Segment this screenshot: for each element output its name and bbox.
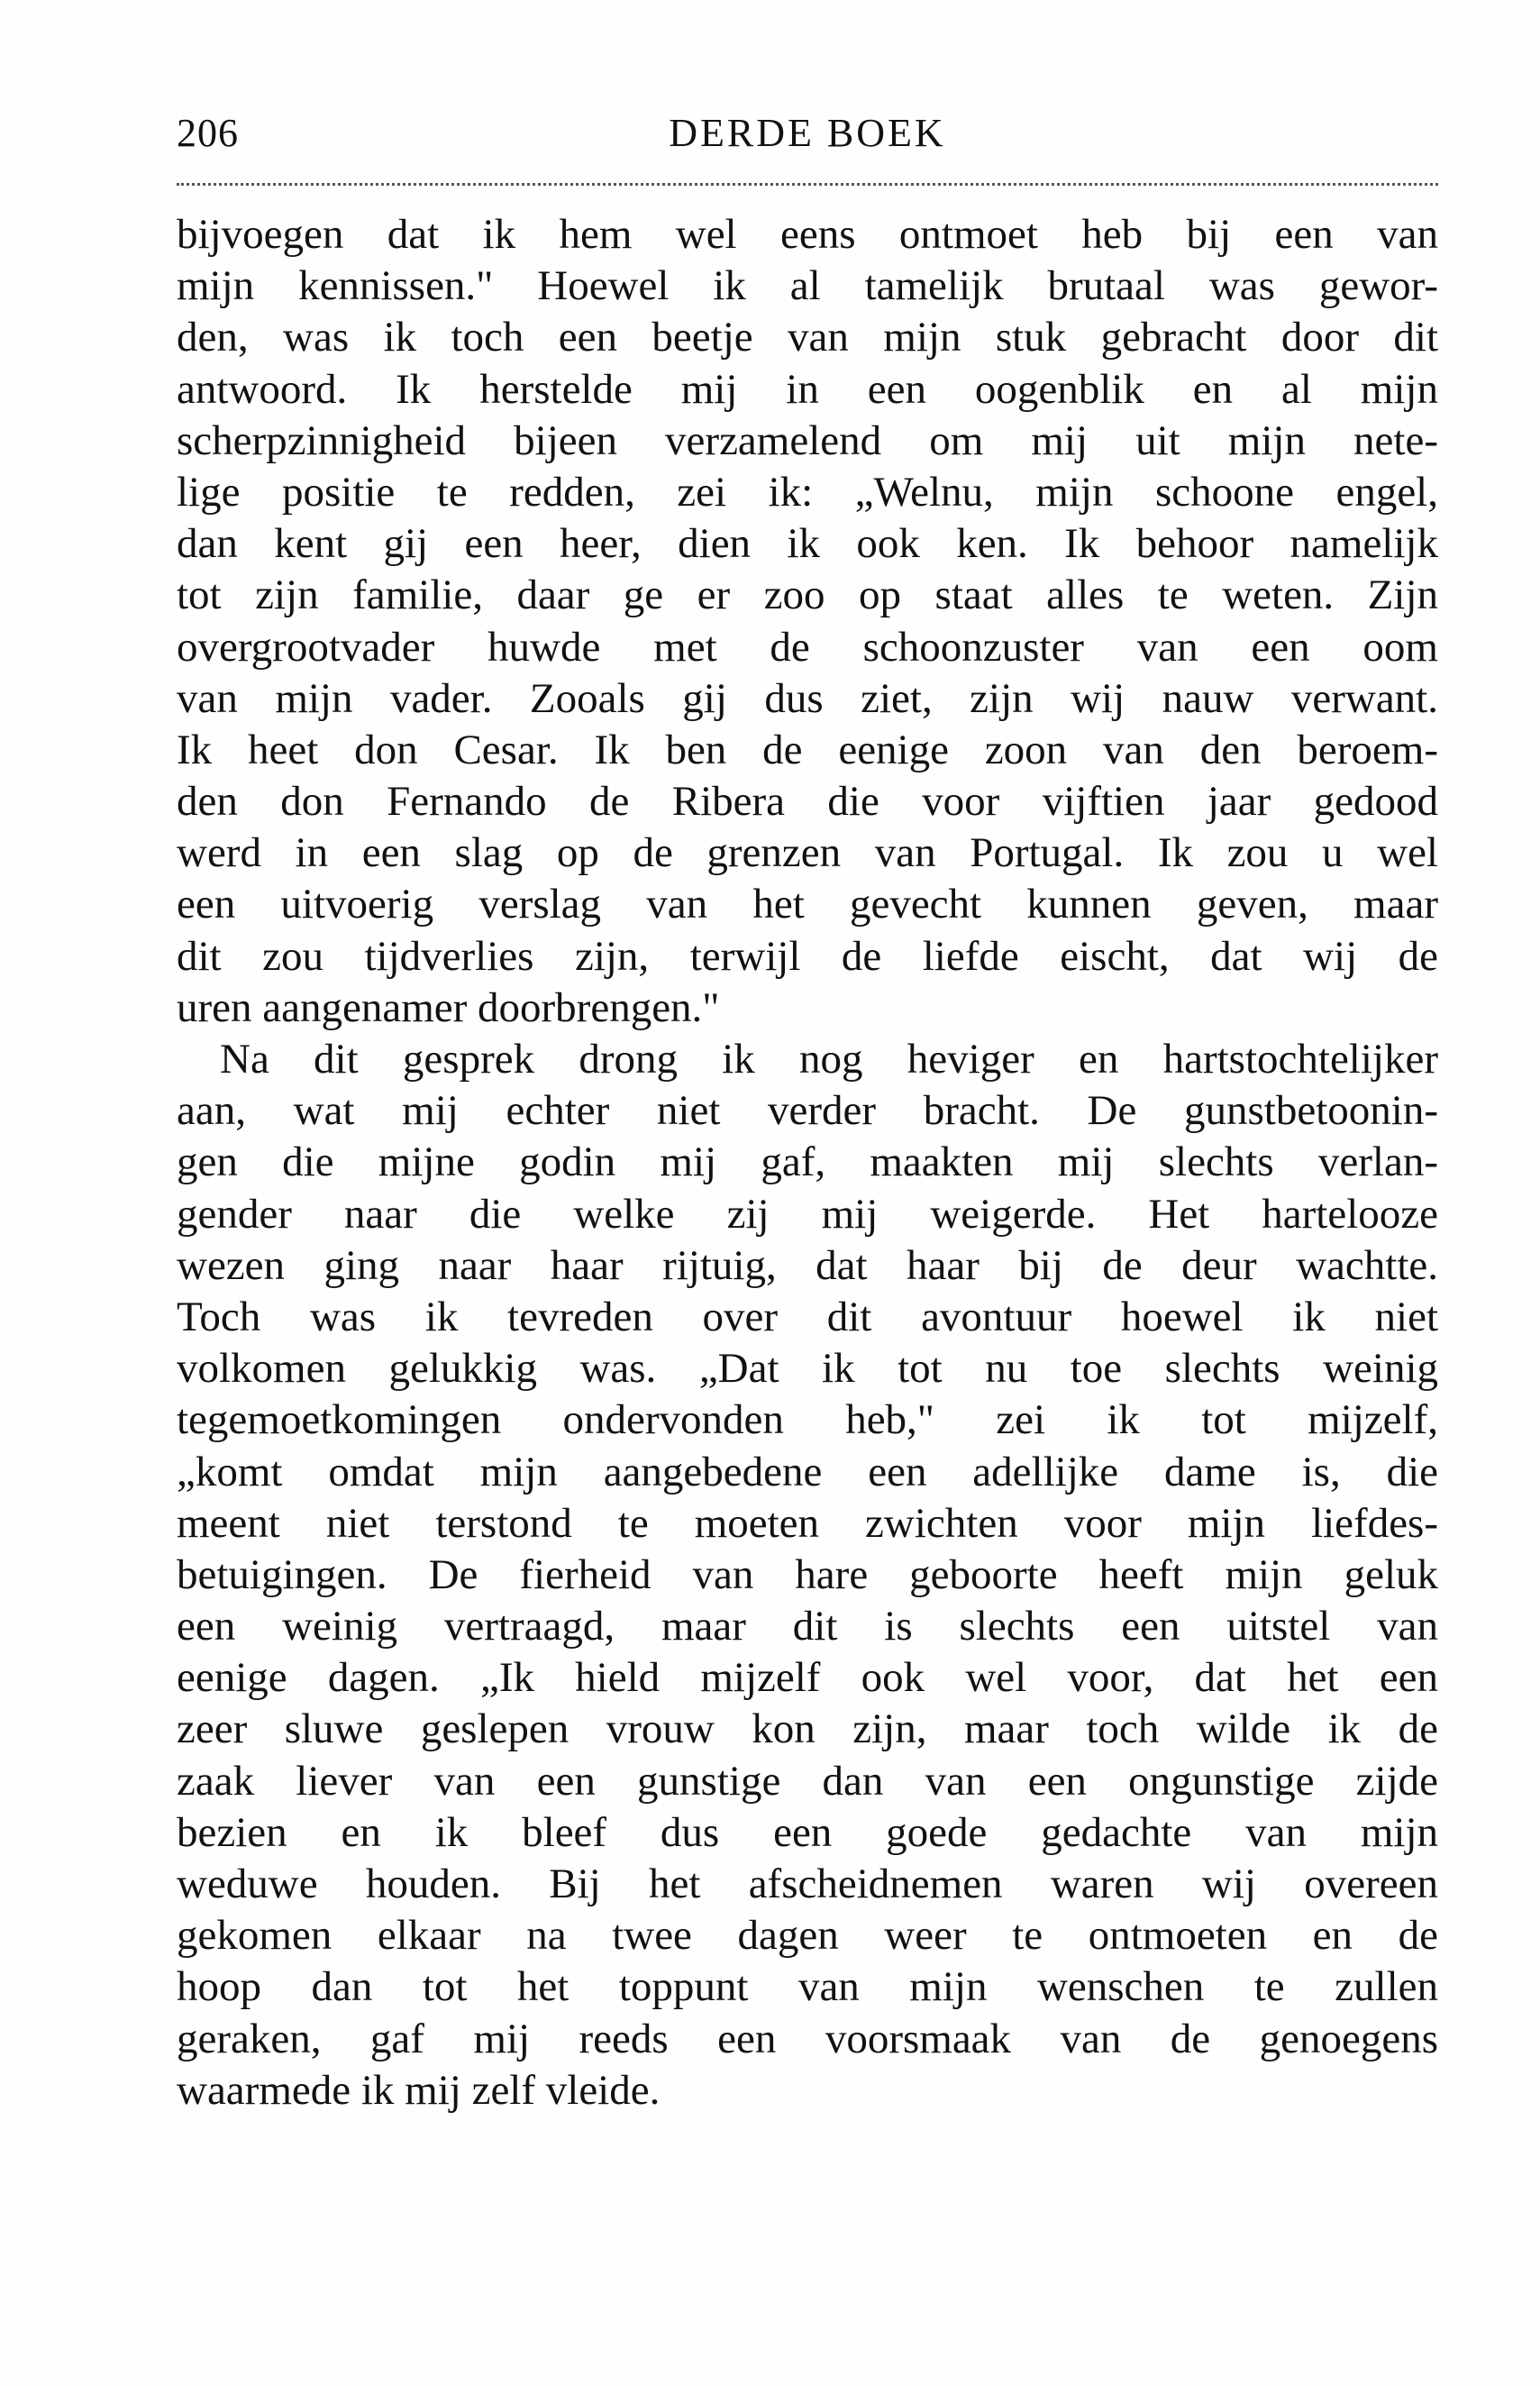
text-line: zeer sluwe geslepen vrouw kon zijn, maar toch wilde ik de	[177, 1705, 1438, 1753]
body-text	[177, 209, 1438, 2116]
text-line: Ik heet don Cesar. Ik ben de eenige zoon van den beroem-	[177, 726, 1438, 773]
page-header	[177, 106, 1438, 169]
text-line: weduwe houden. Bij het afscheidnemen waren wij overeen	[177, 1860, 1438, 1907]
text-line: meent niet terstond te moeten zwichten voor mijn liefdes-	[177, 1499, 1438, 1547]
text-line: den, was ik toch een beetje van mijn stuk gebracht door dit	[177, 314, 1438, 361]
text-line: scherpzinnigheid bijeen verzamelend om mij uit mijn nete-	[177, 416, 1438, 464]
text-line: betuigingen. De fierheid van hare geboorte heeft mijn geluk	[177, 1550, 1438, 1598]
text-line: gender naar die welke zij mij weigerde. Het hartelooze	[177, 1190, 1438, 1238]
text-line: tot zijn familie, daar ge er zoo op staat alles te weten. Zijn	[177, 571, 1438, 619]
text-line: een uitvoerig verslag van het gevecht kunnen geven, maar	[177, 881, 1438, 928]
text-line: hoop dan tot het toppunt van mijn wenschen te zullen	[177, 1963, 1438, 2011]
text-line: uren aangenamer doorbrengen."	[177, 983, 720, 1031]
paragraph-1	[177, 209, 1438, 1034]
text-line: den don Fernando de Ribera die voor vijftien jaar gedood	[177, 778, 1438, 826]
text-line: Toch was ik tevreden over dit avontuur hoewel ik niet	[177, 1293, 1438, 1340]
text-line: mijn kennissen." Hoewel ik al tamelijk brutaal was gewor-	[177, 262, 1438, 310]
text-line: dan kent gij een heer, dien ik ook ken. Ik behoor namelijk	[177, 520, 1438, 568]
text-line: lige positie te redden, zei ik: „Welnu, mijn schoone engel,	[177, 468, 1438, 516]
text-line: dit zou tijdverlies zijn, terwijl de liefde eischt, dat wij de	[177, 932, 1438, 980]
text-line: bezien en ik bleef dus een goede gedachte van mijn	[177, 1808, 1438, 1856]
running-head: DERDE BOEK	[669, 111, 946, 155]
text-line: werd in een slag op de grenzen van Portugal. Ik zou u wel	[177, 829, 1438, 877]
text-line: gekomen elkaar na twee dagen weer te ontmoeten en de	[177, 1912, 1438, 1960]
text-line: bijvoegen dat ik hem wel eens ontmoet heb bij een van	[177, 211, 1438, 258]
text-line: een weinig vertraagd, maar dit is slechts een uitstel van	[177, 1603, 1438, 1650]
text-line: volkomen gelukkig was. „Dat ik tot nu toe slechts weinig	[177, 1345, 1438, 1393]
paragraph-2	[177, 1034, 1438, 2116]
text-line: van mijn vader. Zooals gij dus ziet, zijn wij nauw verwant.	[177, 674, 1438, 722]
text-line: eenige dagen. „Ik hield mijzelf ook wel voor, dat het een	[177, 1654, 1438, 1702]
text-line: waarmede ik mij zelf vleide.	[177, 2066, 661, 2114]
text-line: antwoord. Ik herstelde mij in een oogenblik en al mijn	[177, 365, 1438, 413]
text-line: overgrootvader huwde met de schoonzuster van een oom	[177, 623, 1438, 671]
text-line: zaak liever van een gunstige dan van een ongunstige zijde	[177, 1757, 1438, 1805]
text-line: geraken, gaf mij reeds een voorsmaak van de genoegens	[177, 2015, 1438, 2062]
text-line: Na dit gesprek drong ik nog heviger en hartstochtelijker	[220, 1036, 1438, 1083]
text-line: tegemoetkomingen ondervonden heb," zei ik tot mijzelf,	[177, 1396, 1438, 1444]
text-line: wezen ging naar haar rijtuig, dat haar bij de deur wachtte.	[177, 1241, 1438, 1289]
header-dotted-rule	[177, 183, 1438, 186]
page-number: 206	[177, 111, 239, 155]
text-line: gen die mijne godin mij gaf, maakten mij slechts verlan-	[177, 1138, 1438, 1186]
text-line: aan, wat mij echter niet verder bracht. De gunstbetoonin-	[177, 1087, 1438, 1135]
text-line: „komt omdat mijn aangebedene een adellijke dame is, die	[177, 1448, 1438, 1495]
